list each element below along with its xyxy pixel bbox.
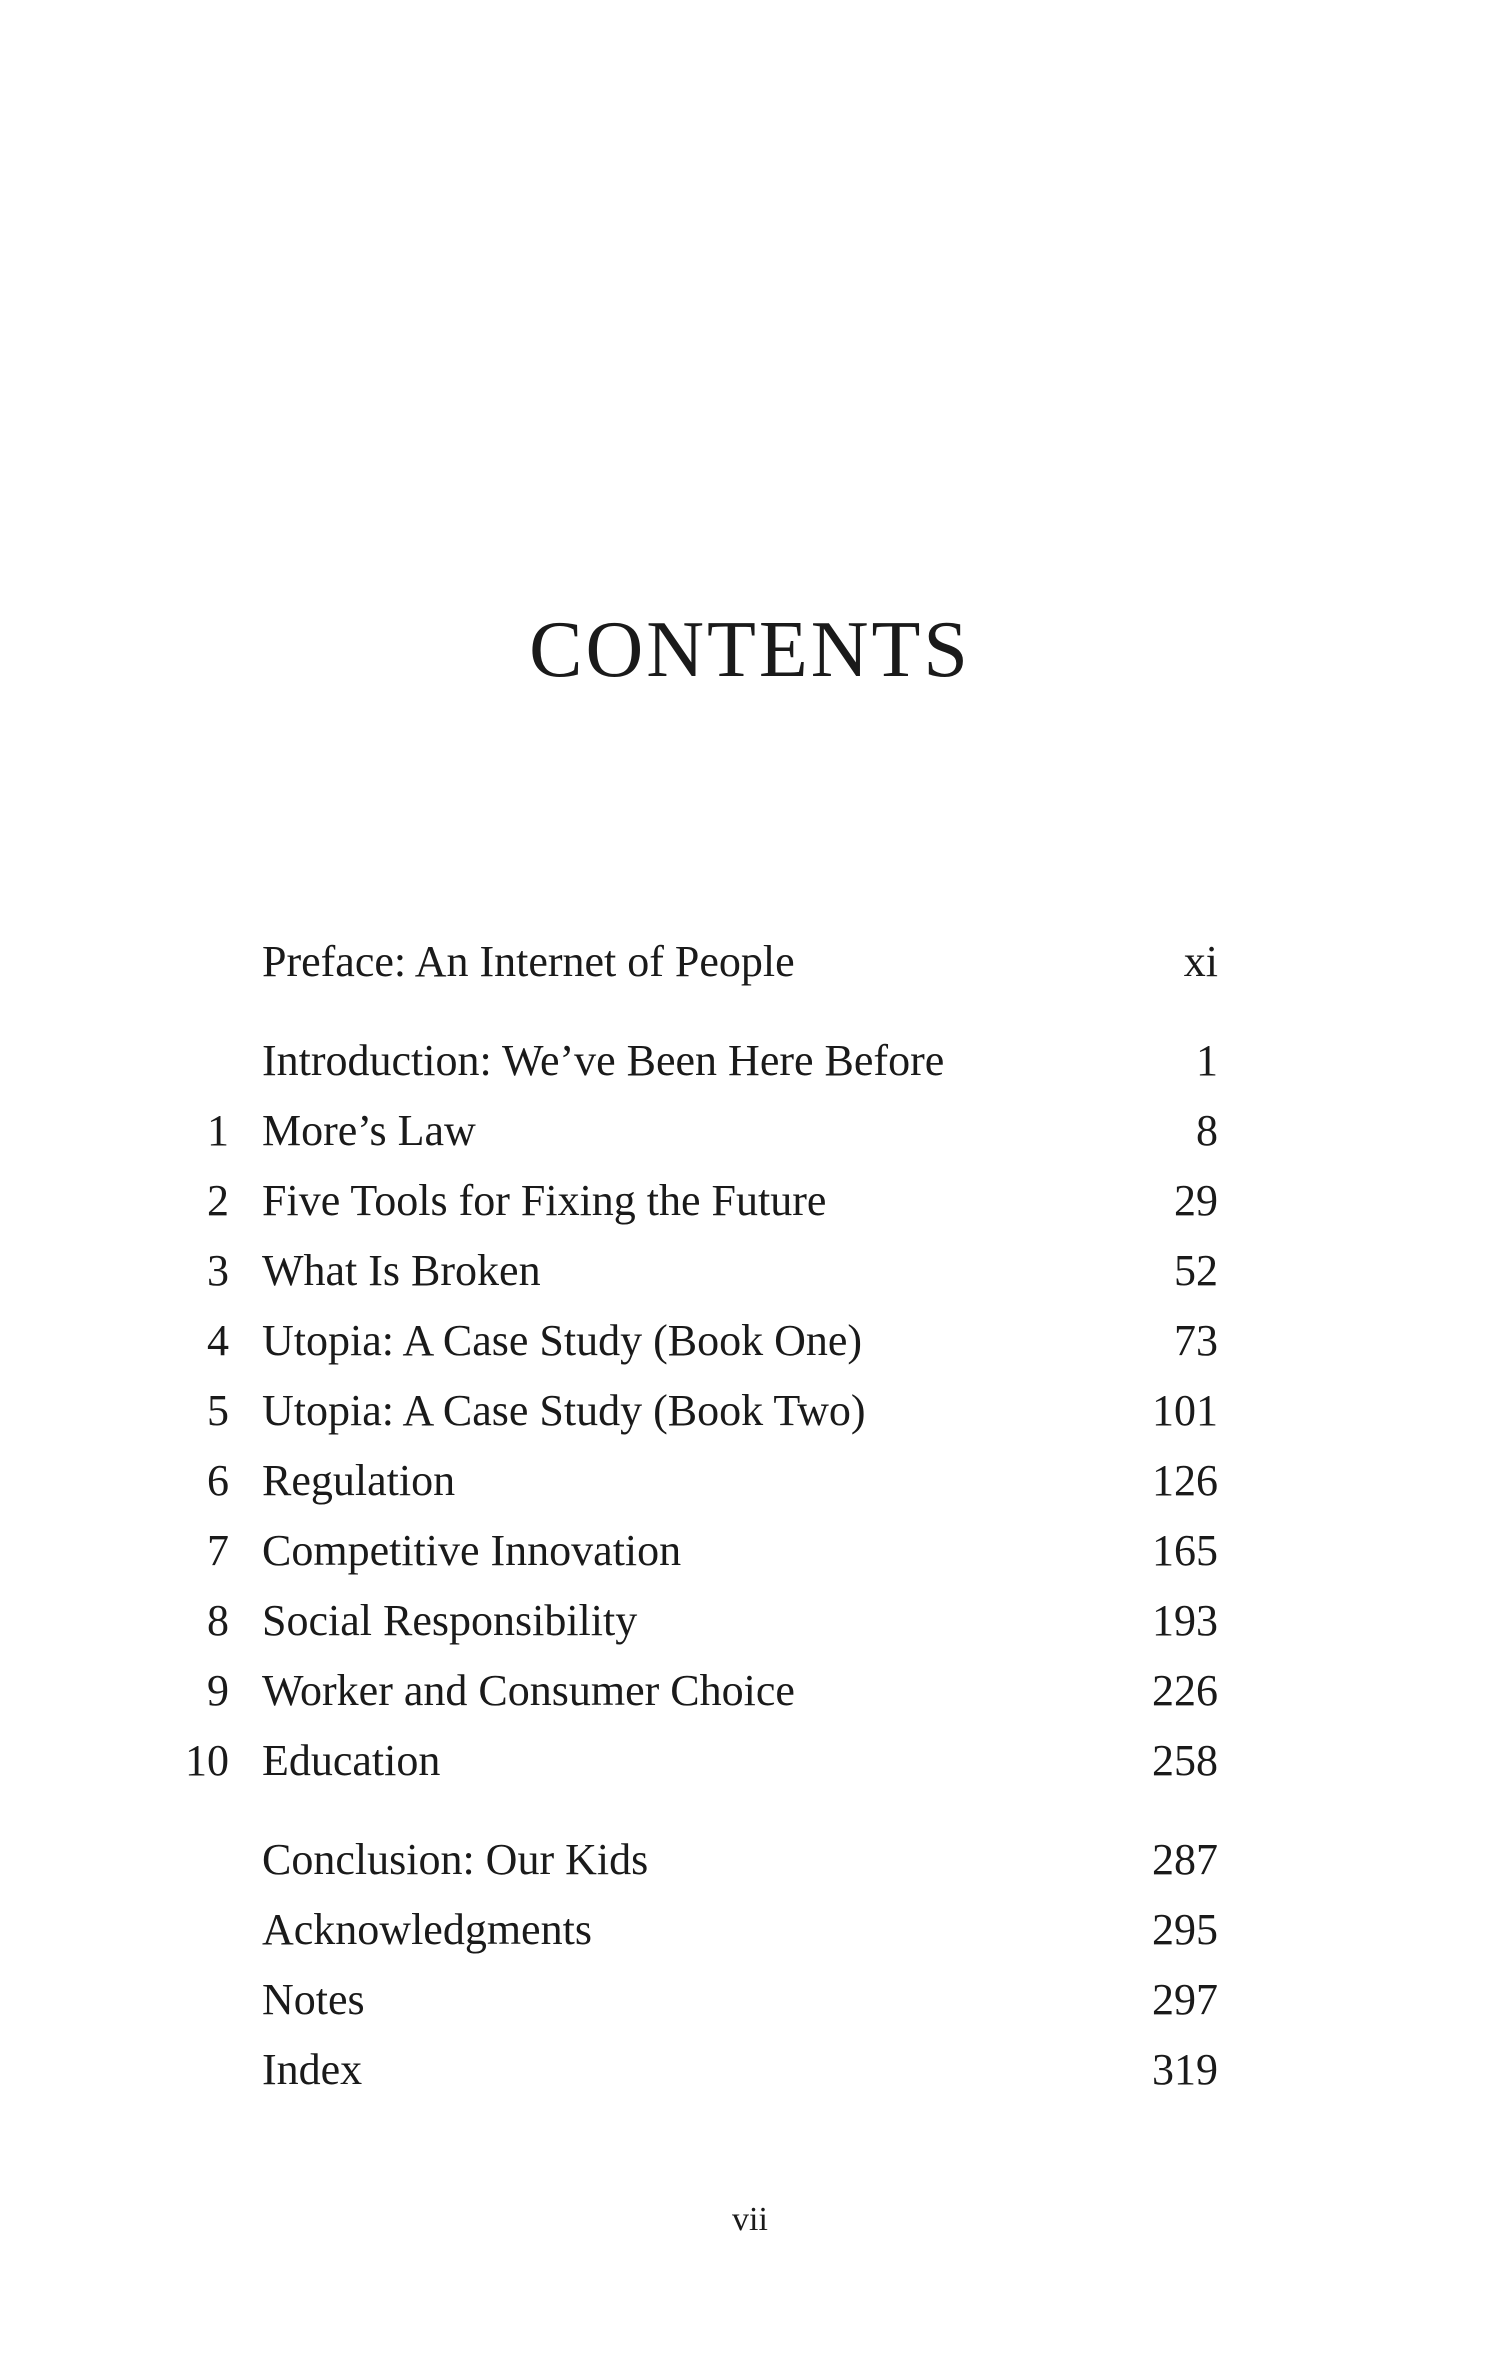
toc-entry-chapter-8[interactable] [0, 1591, 1500, 1651]
toc-page-number: 29 [1174, 1176, 1218, 1225]
toc-chapter-number: 8 [207, 1596, 229, 1645]
page-title: CONTENTS [529, 606, 971, 694]
toc-entry-chapter-2[interactable] [0, 1171, 1500, 1231]
toc-entry-introduction[interactable] [0, 1031, 1500, 1091]
toc-entry-title: Education [262, 1736, 441, 1785]
toc-entry-chapter-10[interactable] [0, 1731, 1500, 1791]
toc-entry-chapter-5[interactable] [0, 1381, 1500, 1441]
toc-page-number: 295 [1152, 1905, 1218, 1954]
toc-entry-chapter-6[interactable] [0, 1451, 1500, 1511]
toc-chapter-number: 2 [207, 1176, 229, 1225]
toc-page-number: 165 [1152, 1526, 1218, 1575]
page-folio: vii [732, 2201, 768, 2238]
toc-page-number: 8 [1196, 1106, 1218, 1155]
toc-entry-chapter-1[interactable] [0, 1101, 1500, 1161]
toc-page-number: 126 [1152, 1456, 1218, 1505]
toc-entry-title: Index [262, 2045, 363, 2094]
toc-chapter-number: 7 [207, 1526, 229, 1575]
toc-entry-acknowledgments[interactable] [0, 1900, 1500, 1960]
toc-page-number: 73 [1174, 1316, 1218, 1365]
toc-entry-chapter-9[interactable] [0, 1661, 1500, 1721]
toc-entry-preface[interactable] [0, 932, 1500, 992]
toc-entry-title: What Is Broken [262, 1246, 541, 1295]
toc-entry-title: Regulation [262, 1456, 456, 1505]
toc-entry-title: Introduction: We’ve Been Here Before [262, 1036, 945, 1085]
toc-chapter-number: 3 [207, 1246, 229, 1295]
toc-chapter-number: 6 [207, 1456, 229, 1505]
toc-entry-conclusion[interactable] [0, 1830, 1500, 1890]
toc-entry-index[interactable] [0, 2040, 1500, 2100]
toc-entry-title: Competitive Innovation [262, 1526, 682, 1575]
toc-entry-chapter-3[interactable] [0, 1241, 1500, 1301]
toc-entry-title: Utopia: A Case Study (Book One) [262, 1316, 863, 1365]
toc-entry-title: Preface: An Internet of People [262, 937, 795, 986]
toc-entry-title: Worker and Consumer Choice [262, 1666, 795, 1715]
toc-entry-title: Social Responsibility [262, 1596, 638, 1645]
toc-entry-title: Five Tools for Fixing the Future [262, 1176, 827, 1225]
toc-chapter-number: 9 [207, 1666, 229, 1715]
toc-chapter-number: 1 [207, 1106, 229, 1155]
toc-page-number: 297 [1152, 1975, 1218, 2024]
toc-chapter-number: 5 [207, 1386, 229, 1435]
toc-entry-chapter-7[interactable] [0, 1521, 1500, 1581]
toc-entry-title: Notes [262, 1975, 365, 2024]
toc-page-number: 226 [1152, 1666, 1218, 1715]
toc-page-number: 101 [1152, 1386, 1218, 1435]
toc-page-number: 193 [1152, 1596, 1218, 1645]
toc-page-number: 287 [1152, 1835, 1218, 1884]
toc-chapter-number: 10 [185, 1736, 229, 1785]
toc-entry-notes[interactable] [0, 1970, 1500, 2030]
toc-entry-title: Utopia: A Case Study (Book Two) [262, 1386, 866, 1435]
toc-page-number: 319 [1152, 2045, 1218, 2094]
toc-page-number: 258 [1152, 1736, 1218, 1785]
toc-entry-title: Conclusion: Our Kids [262, 1835, 649, 1884]
toc-entry-title: More’s Law [262, 1106, 476, 1155]
toc-page-number: xi [1183, 937, 1218, 986]
toc-page-number: 52 [1174, 1246, 1218, 1295]
toc-page-number: 1 [1196, 1036, 1218, 1085]
toc-chapter-number: 4 [207, 1316, 229, 1365]
toc-entry-title: Acknowledgments [262, 1905, 592, 1954]
toc-entry-chapter-4[interactable] [0, 1311, 1500, 1371]
